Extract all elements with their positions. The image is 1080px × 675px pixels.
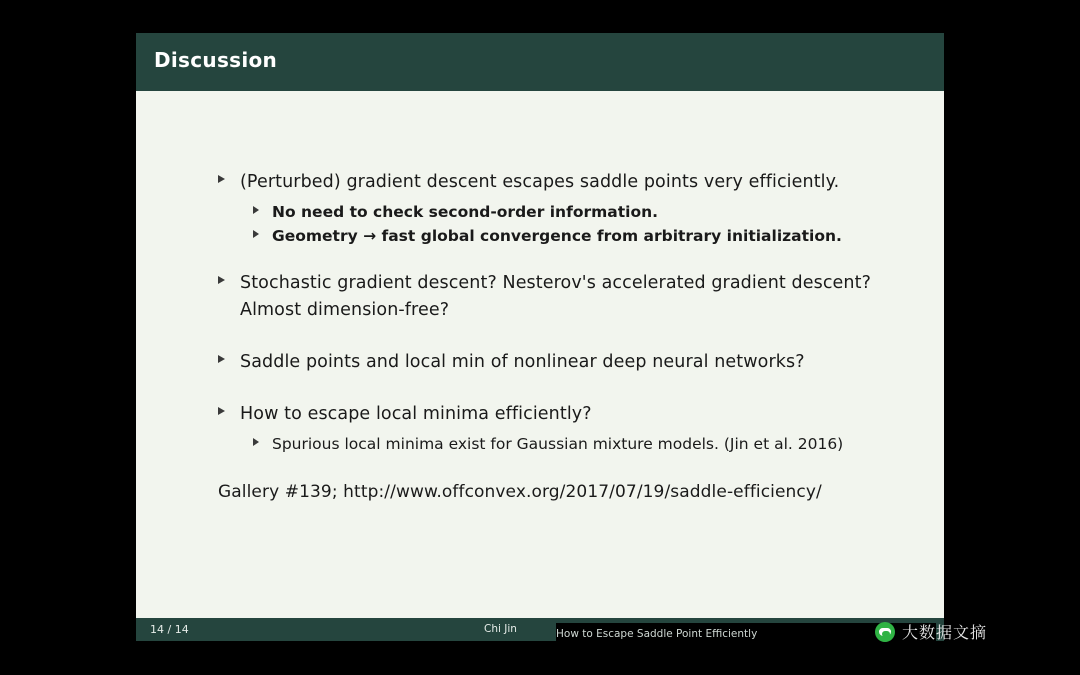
bullet-level1-text: (Perturbed) gradient descent escapes saddle points very efficiently. xyxy=(240,172,840,192)
bullet-level2-text: Spurious local minima exist for Gaussian mixture models. (Jin et al. 2016) xyxy=(272,435,844,454)
bullet-level2 xyxy=(250,200,914,224)
bullet-triangle-icon xyxy=(218,355,225,363)
bullet-triangle-icon xyxy=(253,230,259,238)
bullet-triangle-icon xyxy=(218,175,225,183)
footer-author: Chi Jin xyxy=(484,623,517,635)
leaf-logo-icon xyxy=(875,622,895,642)
gallery-link-line[interactable]: Gallery #139; http://www.offconvex.org/2017/07/19/saddle-efficiency/ xyxy=(218,482,822,503)
slide-content xyxy=(214,169,914,502)
bullet-level2 xyxy=(250,224,914,248)
bullet-block-3 xyxy=(214,349,914,375)
sub-bullet-list-1 xyxy=(250,200,914,248)
bullet-level2-text: Geometry → fast global convergence from arbitrary initialization. xyxy=(272,227,842,246)
bullet-level1 xyxy=(214,270,914,323)
bullet-level1 xyxy=(214,169,914,195)
bullet-level1-text: Saddle points and local min of nonlinear deep neural networks? xyxy=(240,351,805,372)
bullet-level2-text: No need to check second-order information. xyxy=(272,203,659,222)
bullet-triangle-icon xyxy=(253,206,259,214)
slide-title-bar xyxy=(136,33,944,91)
bullet-level1-text: How to escape local minima efficiently? xyxy=(240,404,592,425)
bullet-triangle-icon xyxy=(253,438,259,446)
footer-page-number: 14 / 14 xyxy=(150,623,189,636)
watermark xyxy=(875,620,987,643)
bullet-level2 xyxy=(250,432,914,456)
footer-talk-title: How to Escape Saddle Point Efficiently xyxy=(556,628,758,640)
sub-bullet-list-4 xyxy=(250,432,914,456)
bullet-level1-text: Stochastic gradient descent? Nesterov's accelerated gradient descent? Almost dimension-free? xyxy=(240,273,871,320)
bullet-block-1 xyxy=(214,169,914,248)
slide-footer xyxy=(136,618,944,641)
slide-title: Discussion xyxy=(154,48,278,72)
bullet-block-2 xyxy=(214,270,914,323)
watermark-text: 大数据文摘 xyxy=(902,623,988,642)
bullet-triangle-icon xyxy=(218,276,225,284)
bullet-block-4 xyxy=(214,401,914,456)
presentation-slide xyxy=(136,33,944,641)
bullet-level1 xyxy=(214,349,914,375)
slide-body xyxy=(136,91,944,618)
bullet-level1 xyxy=(214,401,914,427)
bullet-triangle-icon xyxy=(218,407,225,415)
